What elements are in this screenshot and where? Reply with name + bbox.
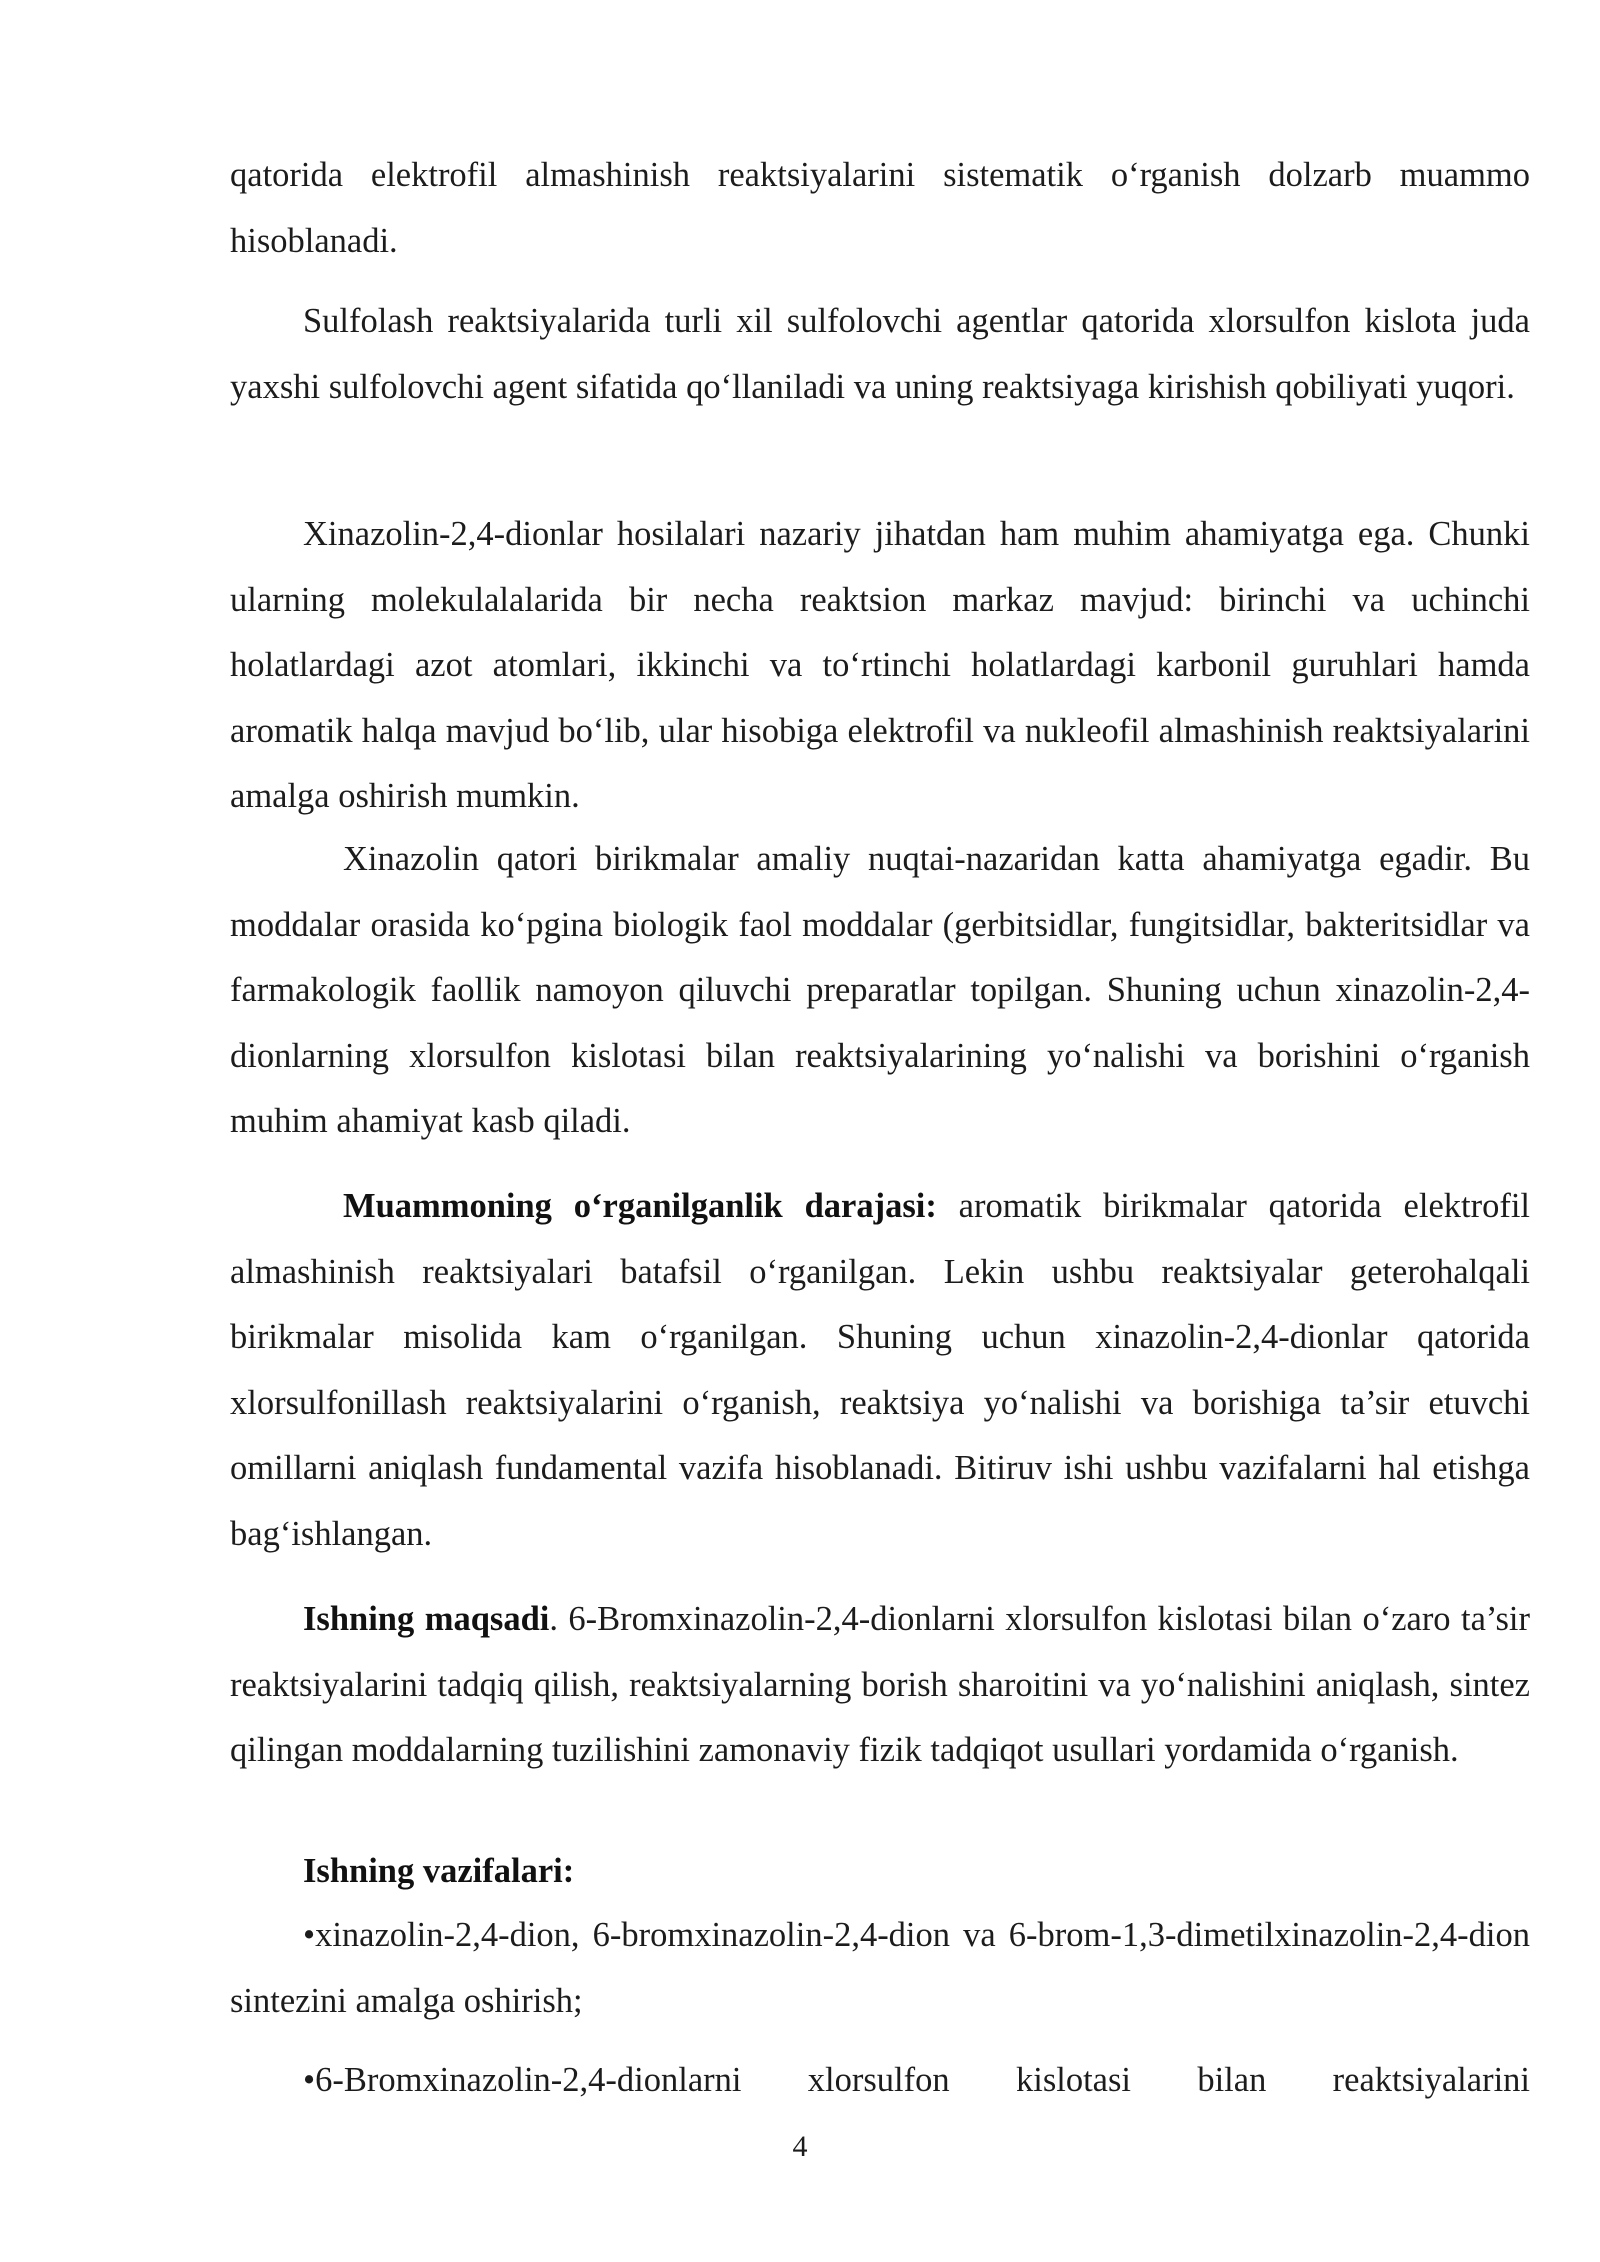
task-bullet-2-text: 6-Bromxinazolin-2,4-dionlarni xlorsulfon kislotasi bilan reaktsiyalarini: [315, 2061, 1530, 2099]
paragraph-research-degree: [230, 1174, 1530, 1567]
task-bullet-1-text: xinazolin-2,4-dion, 6-bromxinazolin-2,4-dion va 6-brom-1,3-dimetilxinazolin-2,4-dion sintezini amalga oshirish;: [230, 1916, 1530, 2020]
tasks-heading-text: Ishning vazifalari:: [303, 1852, 575, 1890]
bullet-icon: •: [303, 1916, 316, 1954]
research-degree-heading: Muammoning o‘rganilganlik darajasi:: [343, 1187, 937, 1225]
task-bullet-2: [230, 2048, 1530, 2114]
paragraph-quinazolinedione-theory: Xinazolin-2,4-dionlar hosilalari nazariy jihatdan ham muhim ahamiyatga ega. Chunki ularning molekulalalarida bir necha reaktsion markaz mavjud: birinchi va uchinchi holatlardagi azot atomlari, ikkinchi va to‘rtinchi holatlardagi karbonil guruhlari hamda aromatik halqa mavjud bo‘lib, ular hisobiga elektrofil va nukleofil almashinish reaktsiyalarini amalga oshirish mumkin.: [230, 515, 1530, 815]
tasks-heading: [303, 1839, 1530, 1905]
paragraph-sulfonation: Sulfolash reaktsiyalarida turli xil sulfolovchi agentlar qatorida xlorsulfon kislota juda yaxshi sulfolovchi agent sifatida qo‘llaniladi va uning reaktsiyaga kirishish qobiliyati yuqori.: [230, 302, 1530, 406]
page-number: 4: [792, 2130, 808, 2163]
bullet-icon: •: [303, 2061, 316, 2099]
task-bullet-1: [230, 1903, 1530, 2034]
goal-heading: Ishning maqsadi: [303, 1600, 550, 1638]
paragraph-goal: [230, 1587, 1530, 1784]
research-degree-body: aromatik birikmalar qatorida elektrofil almashinish reaktsiyalari batafsil o‘rganilgan. Lekin ushbu reaktsiyalar geterohalqali birikmalar misolida kam o‘rganilgan. Shuning uchun xinazolin-2,4-dionlar qatorida xlorsulfonillash reaktsiyalarini o‘rganish, reaktsiya yo‘nalishi va borishiga ta’sir etuvchi omillarni aniqlash fundamental vazifa hisoblanadi. Bitiruv ishi ushbu vazifalarni hal etishga bag‘ishlangan.: [230, 1187, 1530, 1553]
goal-body: . 6-Bromxinazolin-2,4-dionlarni xlorsulfon kislotasi bilan o‘zaro ta’sir reaktsiyalarini tadqiq qilish, reaktsiyalarning borish sharoitini va yo‘nalishini aniqlash, sintez qilingan moddalarning tuzilishini zamonaviy fizik tadqiqot usullari yordamida o‘rganish.: [230, 1600, 1531, 1769]
paragraph-practical-importance: Xinazolin qatori birikmalar amaliy nuqtai-nazaridan katta ahamiyatga egadir. Bu moddalar orasida ko‘pgina biologik faol moddalar (gerbitsidlar, fungitsidlar, bakteritsidlar va farmakologik faollik namoyon qiluvchi preparatlar topilgan. Shuning uchun xinazolin-2,4-dionlarning xlorsulfon kislotasi bilan reaktsiyalarining yo‘nalishi va borishini o‘rganish muhim ahamiyat kasb qiladi.: [230, 840, 1530, 1140]
paragraph-intro-continuation: qatorida elektrofil almashinish reaktsiyalarini sistematik o‘rganish dolzarb muammo hisoblanadi.: [230, 156, 1530, 260]
